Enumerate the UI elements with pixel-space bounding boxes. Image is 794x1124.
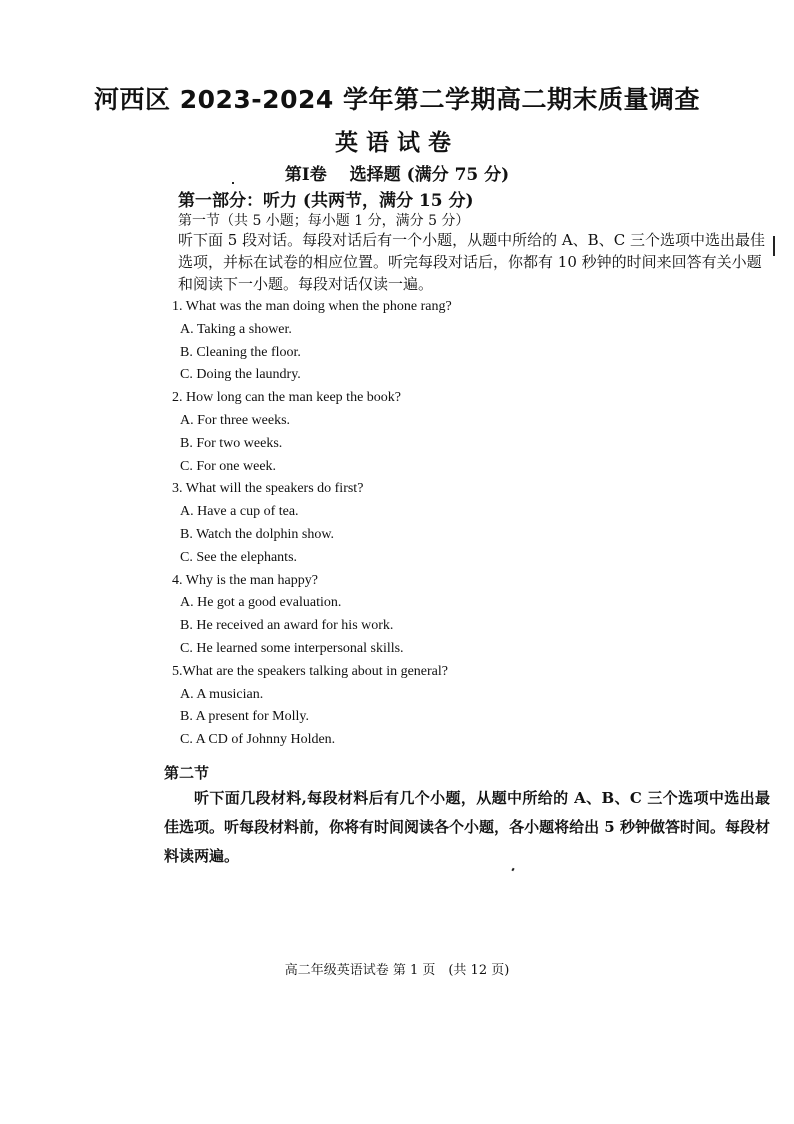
scan-speck xyxy=(232,182,234,184)
page-footer: 高二年级英语试卷 第 1 页 (共 12 页) xyxy=(284,963,510,978)
option-c: C. Doing the laundry. xyxy=(180,367,301,383)
option-b: B. Cleaning the floor. xyxy=(180,344,301,360)
section2-instructions: 听下面几段材料,每段材料后有几个小题，从题中所给的 A、B、C 三个选项中选出最佳选项。听每段材料前，你将有时间阅读各个小题，各小题将给出 5 秒钟做答时间。每段材料读两遍。 xyxy=(164,789,770,865)
question-stem: 5.What are the speakers talking about in general? xyxy=(172,663,448,679)
question-2 xyxy=(172,387,732,478)
question-stem: 2. How long can the man keep the book? xyxy=(172,390,401,406)
option-b: B. A present for Molly. xyxy=(180,709,309,725)
question-3 xyxy=(172,478,732,569)
option-c: C. For one week. xyxy=(180,458,277,474)
option-a: A. Taking a shower. xyxy=(180,321,292,337)
question-list xyxy=(172,296,732,752)
exam-subtitle: 英语试卷 xyxy=(335,130,459,156)
listening-instructions: 听下面 5 段对话。每段对话后有一个小题，从题中所给的 A、B、C 三个选项中选出最佳选项，并标在试卷的相应位置。听完每段对话后，你都有 10 秒钟的时间来回答有关小题和阅读下一小题。每段对话仅读一遍。 xyxy=(178,231,765,293)
question-stem: 1. What was the man doing when the phone rang? xyxy=(172,299,452,314)
option-c: C. He learned some interpersonal skills. xyxy=(180,640,404,656)
option-a: A. He got a good evaluation. xyxy=(180,595,342,611)
part-heading: 第Ⅰ卷 选择题 (满分 75 分) xyxy=(284,165,510,185)
question-stem: 3. What will the speakers do first? xyxy=(172,481,364,497)
option-b: B. Watch the dolphin show. xyxy=(180,526,335,542)
option-c: C. A CD of Johnny Holden. xyxy=(180,732,336,748)
question-5 xyxy=(172,661,732,752)
option-a: A. A musician. xyxy=(180,686,264,702)
section-subheading: 第一节（共 5 小题；每小题 1 分，满分 5 分） xyxy=(178,213,470,229)
option-b: B. For two weeks. xyxy=(180,435,283,451)
option-a: A. For three weeks. xyxy=(180,412,291,428)
question-stem: 4. Why is the man happy? xyxy=(172,572,318,588)
scan-edge-mark xyxy=(773,236,775,256)
question-1 xyxy=(172,296,732,387)
section-heading: 第一部分：听力 (共两节，满分 15 分) xyxy=(178,191,474,211)
option-a: A. Have a cup of tea. xyxy=(180,504,299,520)
exam-title: 河西区 2023-2024 学年第二学期高二期末质量调查 xyxy=(94,85,700,114)
section2-heading: 第二节 xyxy=(164,764,210,782)
option-c: C. See the elephants. xyxy=(180,549,298,565)
question-4 xyxy=(172,570,732,661)
option-b: B. He received an award for his work. xyxy=(180,618,394,634)
